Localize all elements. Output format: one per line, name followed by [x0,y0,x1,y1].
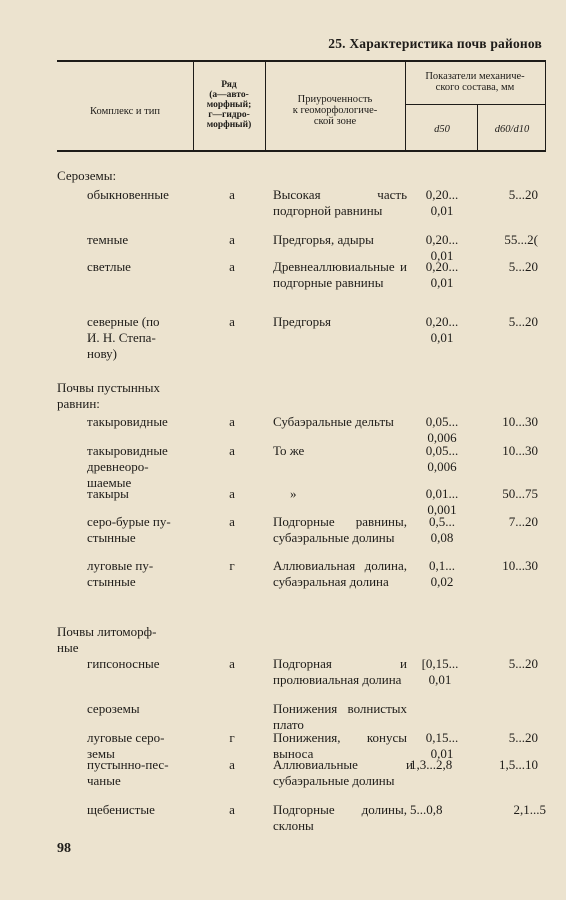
d50-value: 5...0,8 [410,802,443,817]
d50-value: 0,01... 0,001 [425,486,459,517]
d50-value: 0,20... 0,01 [425,314,459,345]
header-divider-right [545,62,546,150]
ratio-value: 5...20 [508,656,538,671]
d50-value: 0,15... 0,01 [425,730,459,761]
header-d50: d50 [434,124,450,135]
ratio-value: 5...20 [508,314,538,329]
geomorph-zone: Предгорья, адыры [273,232,374,247]
series-code: а [229,314,235,329]
geomorph-zone: Предгорья [273,314,332,329]
header-complex: Комплекс и тип [90,106,160,117]
d50-value: 0,05... 0,006 [425,443,459,474]
series-code: а [229,187,235,202]
soil-type: такыры [87,486,129,501]
geomorph-zone: Аллювиальная долина, субаэральная долина [273,558,407,589]
soil-type: пустынно-пес- чаные [87,757,169,788]
geomorph-zone: » [290,486,297,501]
geomorph-zone: Понижения волнистых плато [273,701,407,732]
series-code: а [229,757,235,772]
running-head: 25. Характеристика почв районов [328,36,542,51]
d50-value: 0,20... 0,01 [425,259,459,290]
header-subrule [405,104,545,105]
header-divider-3 [405,62,406,150]
header-series: Ряд (а—авто- морфный; г—гидро- морфный) [206,80,252,130]
series-code: а [229,443,235,458]
d50-value: [0,15... 0,01 [421,656,459,687]
d50-value: 0,20... 0,01 [425,187,459,218]
geomorph-zone: Аллювиальные и субаэральные долины [273,757,413,788]
header-mech: Показатели механиче- ского состава, мм [425,71,525,93]
soil-type: серо-бурые пу- стынные [87,514,171,545]
series-code: а [229,802,235,817]
group-title: Почвы литоморф- ные [57,624,157,655]
ratio-value: 1,5...10 [499,757,538,772]
geomorph-zone: Понижения, конусы выноса [273,730,407,761]
table-top-rule [57,60,546,62]
ratio-value: 50...75 [502,486,538,501]
group-title: Сероземы: [57,168,117,183]
header-zone: Приуроченность к геоморфологиче- ской зоне [292,94,378,127]
d50-value: 0,1... 0,02 [429,558,455,589]
soil-type: луговые пу- стынные [87,558,154,589]
soil-type: такыровидные древнеоро- шаемые [87,443,168,490]
ratio-value: 55...2( [504,232,538,247]
series-code: а [229,656,235,671]
header-divider-4 [477,104,478,150]
soil-type: темные [87,232,129,247]
d50-value: 1,3...2,8 [410,757,453,772]
series-code: г [229,730,235,745]
ratio-value: 10...30 [502,414,538,429]
ratio-value: 10...30 [502,558,538,573]
soil-type: такыровидные [87,414,168,429]
ratio-value: 5...20 [508,259,538,274]
series-code: а [229,486,235,501]
d50-value: 0,5... 0,08 [429,514,455,545]
group-title: Почвы пустынных равнин: [57,380,161,411]
d50-value: 0,05... 0,006 [425,414,459,445]
ratio-value: 5...20 [508,187,538,202]
header-divider-1 [193,62,194,150]
geomorph-zone: Древнеаллювиальные и подгорные равнины [273,259,407,290]
ratio-value: 10...30 [502,443,538,458]
soil-type: обыкновенные [87,187,169,202]
geomorph-zone: Подгорная и пролювиальная долина [273,656,407,687]
header-ratio: d60/d10 [494,124,530,135]
geomorph-zone: Субаэральные дельты [273,414,394,429]
soil-type: гипсоносные [87,656,160,671]
page-number: 98 [57,841,71,856]
series-code: а [229,514,235,529]
series-code: а [229,232,235,247]
geomorph-zone: То же [273,443,305,458]
ratio-value: 2,1...5 [513,802,546,817]
table-header-bottom-rule [57,150,546,152]
soil-type: северные (по И. Н. Степа- нову) [87,314,160,361]
geomorph-zone: Высокая часть подгорной равнины [273,187,407,218]
d50-value: 0,20... 0,01 [425,232,459,263]
ratio-value: 5...20 [508,730,538,745]
header-divider-2 [265,62,266,150]
soil-type: сероземы [87,701,140,716]
soil-type: светлые [87,259,131,274]
geomorph-zone: Подгорные равнины, субаэральные долины [273,514,407,545]
geomorph-zone: Подгорные долины, склоны [273,802,407,833]
soil-type: щебенистые [87,802,155,817]
ratio-value: 7...20 [508,514,538,529]
series-code: г [229,558,235,573]
series-code: а [229,414,235,429]
soil-type: луговые серо- земы [87,730,165,761]
series-code: а [229,259,235,274]
